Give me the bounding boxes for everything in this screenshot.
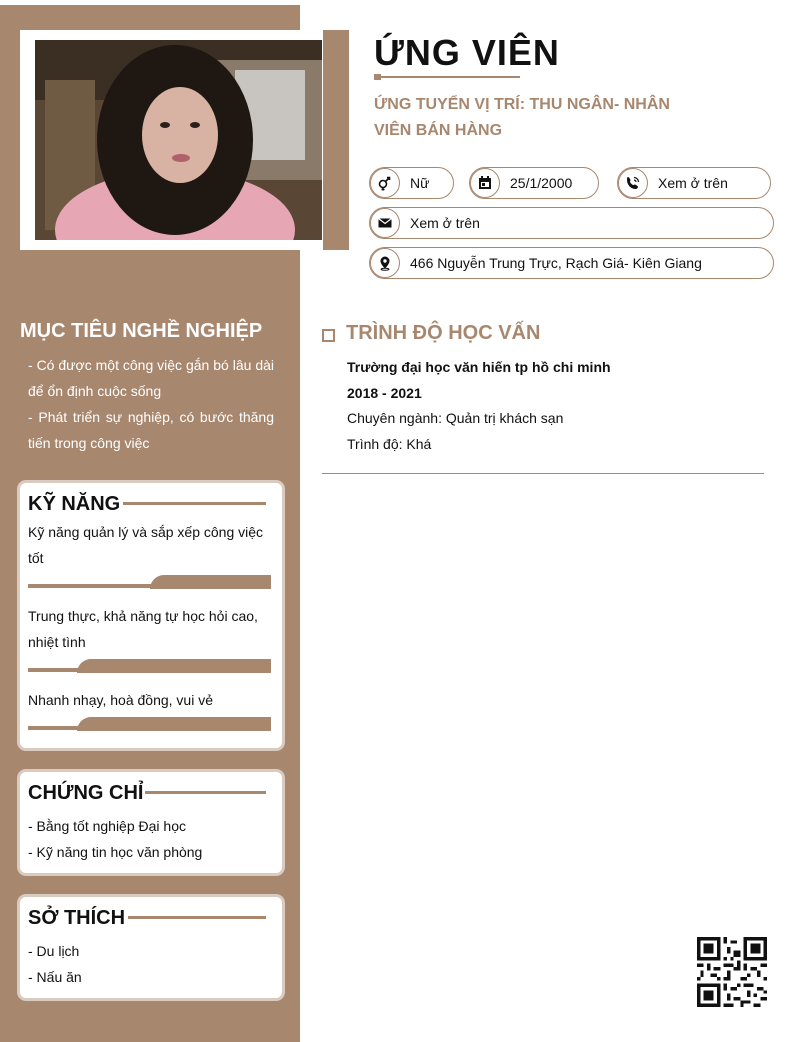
email-value: Xem ở trên [410,215,480,231]
candidate-name: ỨNG VIÊN [374,32,560,73]
qr-code [697,937,767,1007]
education-details [347,355,611,457]
certificate-item: - Bằng tốt nghiệp Đại học [28,818,186,834]
skill-bar [28,717,271,731]
email-icon [370,208,400,238]
certificates-title-line [145,791,266,794]
applied-position: ỨNG TUYỂN VỊ TRÍ: THU NGÂN- NHÂN VIÊN BÁN HÀNG [374,96,670,139]
hobby-item: - Nấu ăn [28,969,82,985]
career-goal-text [28,352,274,456]
certificate-item: - Kỹ năng tin học văn phòng [28,844,203,860]
address-value: 466 Nguyễn Trung Trực, Rạch Giá- Kiên Giang [410,255,702,271]
phone-pill [617,167,771,199]
hobbies-title: SỞ THÍCH [28,907,126,929]
skill-bar-fill [150,575,272,589]
certificates-title: CHỨNG CHỈ [28,782,144,804]
education-title: TRÌNH ĐỘ HỌC VẤN [346,322,541,344]
skill-label: Kỹ năng quản lý và sắp xếp công việc tốt [28,524,264,566]
gender-pill [369,167,454,199]
skill-label: Trung thực, khả năng tự học hỏi cao, nhiệt tình [28,608,258,650]
skill-bar-fill [77,717,271,731]
skills-title-line [123,502,266,505]
career-goal-title: MỤC TIÊU NGHỀ NGHIỆP [20,320,263,342]
location-icon [370,248,400,278]
address-pill [369,247,774,279]
birthday-pill [469,167,599,199]
skills-card [20,483,282,748]
profile-photo [35,40,322,240]
education-years: 2018 - 2021 [347,384,422,401]
skill-bar [28,659,271,673]
skills-title: KỸ NĂNG [28,493,121,515]
certificates-card [20,772,282,873]
calendar-icon [470,168,500,198]
birthday-value: 25/1/2000 [510,175,573,191]
education-major: Chuyên ngành: Quản trị khách sạn [347,410,564,426]
gender-value: Nữ [410,175,430,191]
education-divider [322,473,764,474]
education-bullet-icon [322,329,335,342]
phone-value: Xem ở trên [658,175,728,191]
phone-icon [618,168,648,198]
hobbies-title-line [128,916,266,919]
education-school: Trường đại học văn hiến tp hồ chi minh [347,359,611,375]
career-goal-line: - Phát triển sự nghiệp, có bước thăng tiến trong công việc [28,409,274,451]
email-pill [369,207,774,239]
skill-bar-fill [77,659,271,673]
career-goal-line: - Có được một công việc gắn bó lâu dài để ổn định cuộc sống [28,357,274,399]
gender-icon [370,168,400,198]
hobby-item: - Du lịch [28,943,80,959]
education-grade: Trình độ: Khá [347,435,432,452]
name-underline [374,76,520,78]
photo-accent [323,30,349,250]
skill-bar [28,575,271,589]
skill-label: Nhanh nhạy, hoà đồng, vui vẻ [28,692,213,708]
hobbies-card [20,897,282,998]
